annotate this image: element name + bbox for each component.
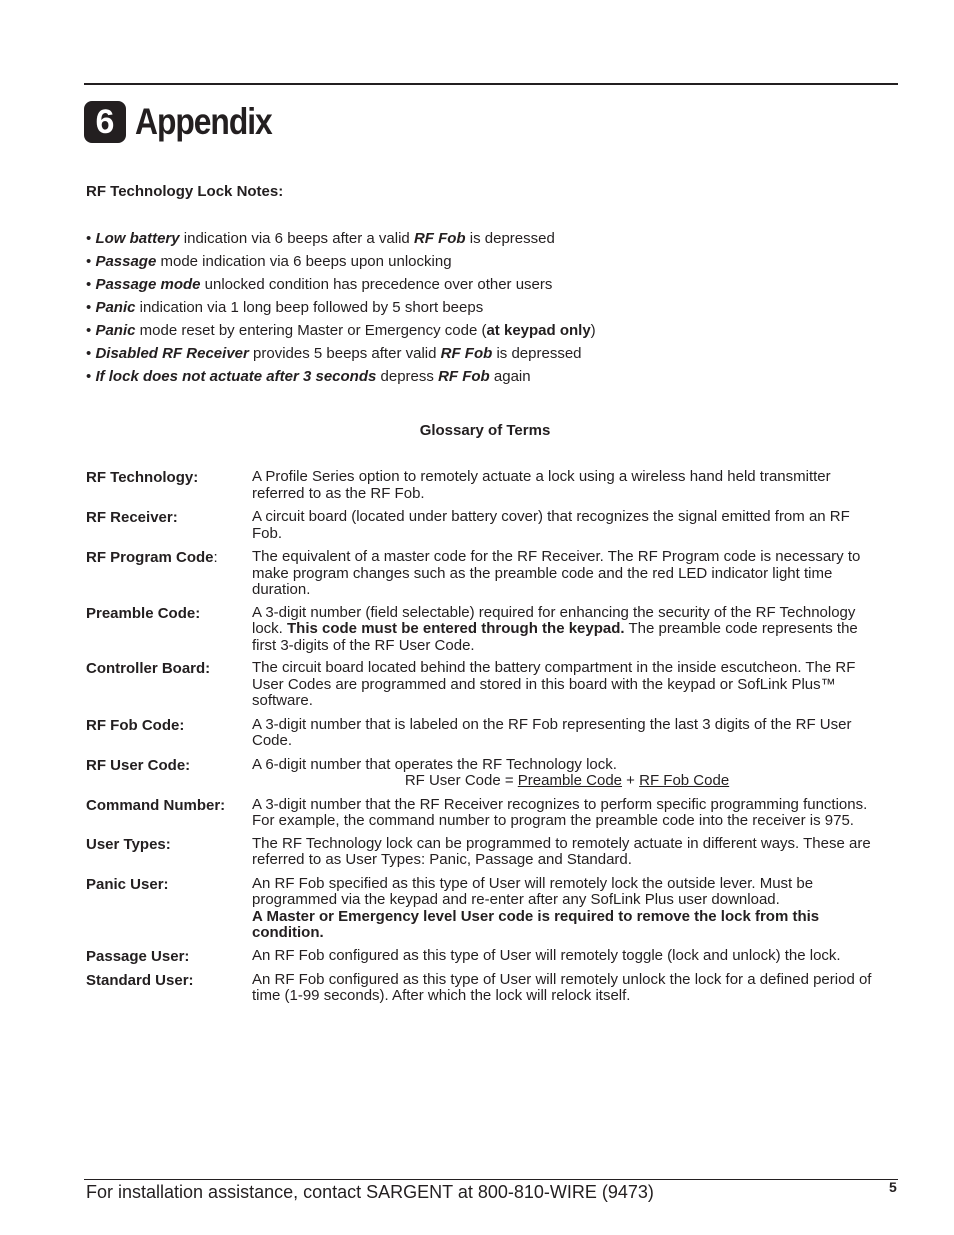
note-lead: Low battery: [95, 230, 180, 247]
glossary-term: Command Number:: [86, 796, 226, 814]
note-text: again: [489, 368, 531, 385]
glossary-term-suffix: :: [213, 549, 218, 566]
bullet: •: [86, 276, 92, 293]
note-lead: Passage mode: [95, 276, 201, 293]
note-text: ): [590, 322, 596, 339]
chapter-number-badge: 6: [84, 101, 126, 143]
note-text: is depressed: [492, 345, 582, 362]
glossary-definition: An RF Fob configured as this type of User will remotely unlock the lock for a defined period of time (1-99 seconds). After which the lock will relock itself.: [252, 970, 872, 1004]
chapter-title: Appendix: [135, 101, 272, 142]
bullet: •: [86, 345, 92, 362]
glossary-row: [86, 797, 886, 830]
note-emphasis: RF Fob: [440, 345, 493, 362]
list-item: [86, 368, 596, 391]
notes-heading: RF Technology Lock Notes:: [86, 183, 284, 200]
bullet: •: [86, 253, 92, 270]
glossary-definition: A 3-digit number that the RF Receiver recognizes to perform specific programming functions. For example, the command number to program the preamble code into the receiver is 975.: [252, 795, 868, 829]
glossary-term: RF Technology:: [86, 469, 199, 486]
glossary-definition: An RF Fob specified as this type of User will remotely lock the outside lever. Must be programmed via the keypad and re-enter after any SofLink Plus user download.: [252, 874, 814, 908]
list-item: [86, 253, 596, 276]
bullet: •: [86, 230, 92, 247]
glossary-term: RF User Code:: [86, 756, 191, 774]
glossary-definition: A 3-digit number that is labeled on the RF Fob representing the last 3 digits of the RF User Code.: [252, 715, 852, 749]
bullet: •: [86, 322, 92, 339]
top-rule: [84, 83, 898, 85]
glossary-term: Passage User:: [86, 947, 190, 965]
note-emphasis: RF Fob: [413, 230, 466, 247]
note-text: indication via 1 long beep followed by 5 short beeps: [135, 299, 484, 316]
glossary-row: [86, 549, 886, 599]
glossary-term: Controller Board:: [86, 660, 211, 677]
definition-strong: A Master or Emergency level User code is required to remove the lock from this condition.: [252, 907, 820, 941]
glossary-term: RF Receiver:: [86, 509, 178, 526]
note-lead: Panic: [95, 299, 136, 316]
glossary-term: Panic User:: [86, 875, 169, 893]
glossary-term: User Types:: [86, 835, 171, 853]
note-text: mode indication via 6 beeps upon unlocking: [156, 253, 452, 270]
glossary-term: Standard User:: [86, 971, 194, 989]
note-text: indication via 6 beeps after a valid: [179, 230, 414, 247]
chapter-header: [84, 101, 294, 143]
page-number: 5: [889, 1179, 897, 1195]
glossary-row: [86, 757, 886, 790]
glossary-definition: An RF Fob configured as this type of User will remotely toggle (lock and unlock) the lock.: [252, 946, 841, 964]
glossary-row: [86, 509, 886, 542]
glossary-term: RF Fob Code:: [86, 716, 185, 734]
glossary-definition: A Profile Series option to remotely actuate a lock using a wireless hand held transmitter referred to as the RF Fob.: [252, 468, 831, 502]
note-text: depress: [376, 368, 439, 385]
note-text: provides 5 beeps after valid: [248, 345, 441, 362]
glossary-table: [86, 469, 886, 1005]
rf-user-code-formula: [252, 773, 882, 790]
footer-contact-text: For installation assistance, contact SARGENT at 800-810-WIRE (9473): [86, 1182, 654, 1202]
list-item: [86, 322, 596, 345]
glossary-row: [86, 948, 886, 965]
glossary-definition: A circuit board (located under battery cover) that recognizes the signal emitted from an RF Fob.: [252, 508, 850, 542]
notes-list: [86, 230, 596, 391]
glossary-row: [86, 717, 886, 750]
note-text: is depressed: [465, 230, 555, 247]
note-strong: at keypad only: [486, 322, 591, 339]
glossary-term: RF Program Code: [86, 549, 214, 566]
definition-text: A 3-digit number (field selectable) required for enhancing the security of the RF Technology lock.: [252, 603, 856, 637]
list-item: [86, 230, 596, 253]
note-text: unlocked condition has precedence over other users: [200, 276, 553, 293]
glossary-row: [86, 469, 886, 502]
definition-text: The preamble code represents the first 3-digits of the RF User Code.: [252, 620, 858, 654]
glossary-term: Preamble Code:: [86, 604, 201, 622]
glossary-definition: A 6-digit number that operates the RF Technology lock.: [252, 755, 617, 773]
list-item: [86, 276, 596, 299]
formula-lhs: RF User Code =: [404, 772, 518, 789]
glossary-definition: [252, 605, 882, 655]
note-emphasis: RF Fob: [438, 368, 490, 385]
formula-rf-fob-code: RF Fob Code: [639, 772, 730, 789]
note-lead: Disabled RF Receiver: [95, 345, 249, 362]
list-item: [86, 345, 596, 368]
glossary-row: [86, 972, 886, 1005]
bullet: •: [86, 299, 92, 316]
glossary-term-group: [86, 549, 252, 599]
glossary-row: [86, 876, 886, 942]
note-text: mode reset by entering Master or Emergency code (: [135, 322, 487, 339]
list-item: [86, 299, 596, 322]
bottom-rule: [84, 1179, 898, 1180]
glossary-row: [86, 605, 886, 655]
bullet: •: [86, 368, 92, 385]
glossary-row: [86, 836, 886, 869]
glossary-definition-group: [252, 757, 882, 790]
note-lead: Passage: [95, 253, 157, 270]
glossary-row: [86, 660, 886, 710]
formula-preamble-code: Preamble Code: [517, 772, 623, 789]
note-lead: If lock does not actuate after 3 seconds: [95, 368, 377, 385]
glossary-definition: The RF Technology lock can be programmed to remotely actuate in different ways. These are referred to as User Types: Panic, Passage and Standard.: [252, 834, 871, 868]
note-lead: Panic: [95, 322, 136, 339]
glossary-heading: Glossary of Terms: [419, 422, 551, 439]
glossary-definition: The equivalent of a master code for the RF Receiver. The RF Program code is necessary to make program changes such as the preamble code and the red LED indicator light time duration.: [252, 548, 861, 598]
glossary-definition: The circuit board located behind the battery compartment in the inside escutcheon. The RF User Codes are programmed and stored in this board with the keypad or SofLink Plus™ software.: [252, 659, 856, 709]
glossary-definition-group: [252, 876, 882, 942]
formula-operator: +: [622, 772, 640, 789]
definition-strong: This code must be entered through the keypad.: [287, 620, 625, 637]
